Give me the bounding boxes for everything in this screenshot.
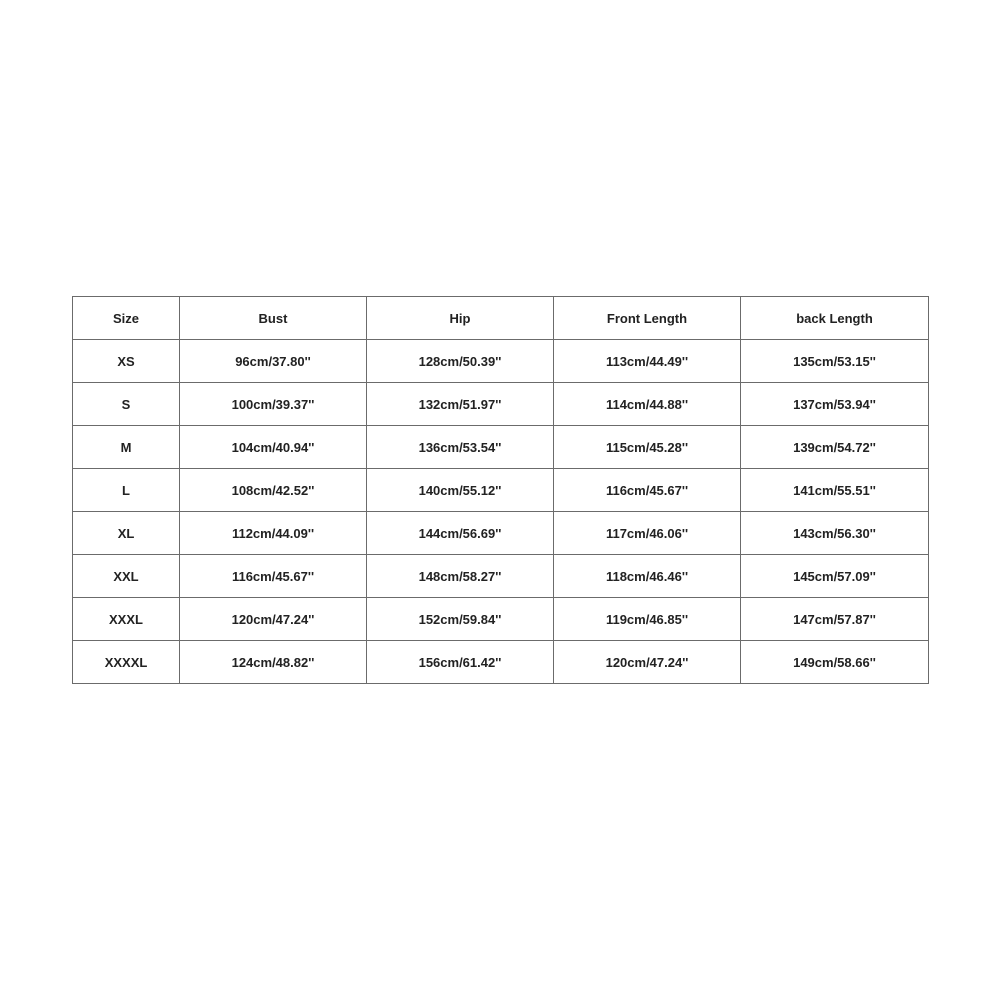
table-row [73,383,929,426]
cell-size: M [73,426,180,469]
cell-back-length: 135cm/53.15'' [741,340,929,383]
cell-size: L [73,469,180,512]
cell-size: XXXXL [73,641,180,684]
cell-front-length: 120cm/47.24'' [554,641,741,684]
cell-hip: 132cm/51.97'' [367,383,554,426]
header-bust: Bust [180,297,367,340]
cell-front-length: 113cm/44.49'' [554,340,741,383]
table-row [73,426,929,469]
cell-hip: 148cm/58.27'' [367,555,554,598]
cell-bust: 112cm/44.09'' [180,512,367,555]
cell-size: S [73,383,180,426]
table-row [73,555,929,598]
cell-bust: 124cm/48.82'' [180,641,367,684]
table-row [73,469,929,512]
cell-front-length: 114cm/44.88'' [554,383,741,426]
cell-bust: 104cm/40.94'' [180,426,367,469]
cell-back-length: 147cm/57.87'' [741,598,929,641]
cell-size: XS [73,340,180,383]
cell-hip: 156cm/61.42'' [367,641,554,684]
cell-front-length: 116cm/45.67'' [554,469,741,512]
cell-hip: 140cm/55.12'' [367,469,554,512]
cell-hip: 144cm/56.69'' [367,512,554,555]
cell-bust: 96cm/37.80'' [180,340,367,383]
cell-back-length: 139cm/54.72'' [741,426,929,469]
table-row [73,512,929,555]
cell-front-length: 118cm/46.46'' [554,555,741,598]
cell-back-length: 141cm/55.51'' [741,469,929,512]
header-size: Size [73,297,180,340]
cell-back-length: 149cm/58.66'' [741,641,929,684]
cell-hip: 128cm/50.39'' [367,340,554,383]
cell-back-length: 143cm/56.30'' [741,512,929,555]
cell-hip: 136cm/53.54'' [367,426,554,469]
table-row [73,641,929,684]
cell-size: XXXL [73,598,180,641]
size-chart-table [72,296,929,684]
header-front-length: Front Length [554,297,741,340]
cell-hip: 152cm/59.84'' [367,598,554,641]
cell-size: XL [73,512,180,555]
header-back-length: back Length [741,297,929,340]
table-row [73,340,929,383]
header-row [73,297,929,340]
header-hip: Hip [367,297,554,340]
cell-size: XXL [73,555,180,598]
cell-bust: 120cm/47.24'' [180,598,367,641]
cell-front-length: 115cm/45.28'' [554,426,741,469]
cell-bust: 116cm/45.67'' [180,555,367,598]
cell-bust: 100cm/39.37'' [180,383,367,426]
table-row [73,598,929,641]
cell-back-length: 145cm/57.09'' [741,555,929,598]
cell-front-length: 117cm/46.06'' [554,512,741,555]
cell-back-length: 137cm/53.94'' [741,383,929,426]
cell-bust: 108cm/42.52'' [180,469,367,512]
cell-front-length: 119cm/46.85'' [554,598,741,641]
